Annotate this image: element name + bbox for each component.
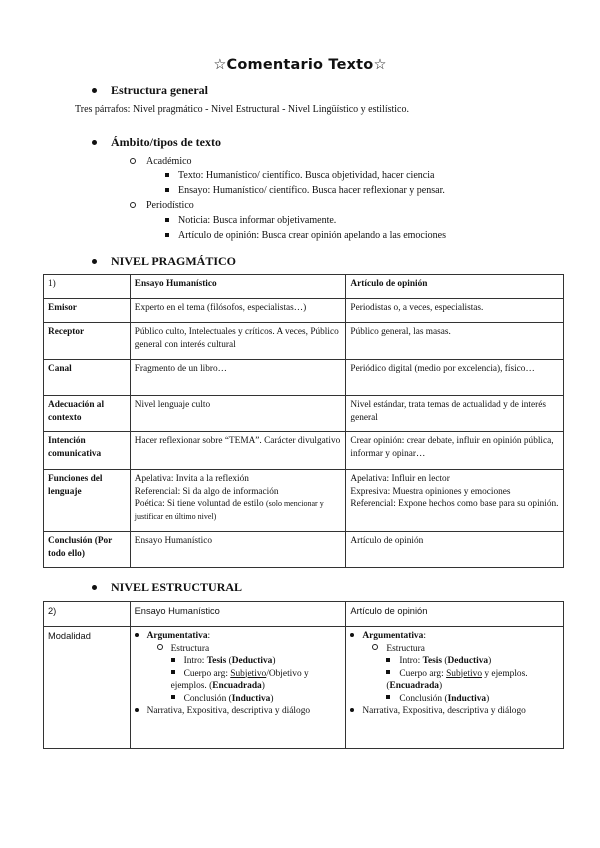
- square-bullet-icon: [165, 233, 169, 237]
- bullet-icon: [92, 259, 97, 264]
- list-item: Intro: Tesis (Deductiva): [350, 655, 559, 668]
- table-cell: Emisor: [44, 299, 131, 323]
- table-row: [44, 275, 564, 299]
- table-cell: Hacer reflexionar sobre “TEMA”. Carácter divulgativo: [130, 432, 346, 470]
- circle-bullet-icon: [372, 644, 378, 650]
- line: Apelativa: Influir en lector: [350, 474, 450, 484]
- heading-estructura: Estructura general: [92, 83, 208, 98]
- table-row: [44, 396, 564, 432]
- heading-ambito: Ámbito/tipos de texto: [92, 135, 221, 150]
- table-cell: 1): [44, 275, 131, 299]
- table-cell: Periodistas o, a veces, especialistas.: [346, 299, 564, 323]
- list-item: Ensayo: Humanístico/ científico. Busca hacer reflexionar y pensar.: [165, 185, 445, 196]
- table-cell: Canal: [44, 360, 131, 396]
- table-cell: Intención comunicativa: [44, 432, 131, 470]
- list-item: Narrativa, Expositiva, descriptiva y diálogo: [350, 705, 559, 718]
- page-title: ☆Comentario Texto☆: [213, 57, 387, 73]
- square-bullet-icon: [386, 658, 390, 662]
- square-bullet-icon: [171, 670, 175, 674]
- circle-bullet-icon: [130, 158, 136, 164]
- table-cell: Artículo de opinión: [346, 602, 564, 627]
- list-item: Conclusión (Inductiva): [350, 693, 559, 706]
- bullet-icon: [350, 633, 354, 637]
- table-cell: [130, 627, 346, 749]
- table-cell: Público general, las masas.: [346, 323, 564, 360]
- square-bullet-icon: [386, 670, 390, 674]
- square-bullet-icon: [171, 658, 175, 662]
- table-cell: Ensayo Humanístico: [130, 532, 346, 568]
- table-cell: Periódico digital (medio por excelencia), físico…: [346, 360, 564, 396]
- table-cell: Ensayo Humanístico: [130, 602, 346, 627]
- table-row: [44, 323, 564, 360]
- heading-pragmatico: NIVEL PRAGMÁTICO: [92, 254, 236, 269]
- list-item-academico: Académico: [130, 156, 192, 167]
- bullet-icon: [350, 708, 354, 712]
- list-item: Estructura: [135, 643, 342, 656]
- table-cell: Público culto, Intelectuales y críticos. A veces, Público general con interés cultural: [130, 323, 346, 360]
- bullet-icon: [92, 585, 97, 590]
- table-row: [44, 299, 564, 323]
- table-row: [44, 360, 564, 396]
- table-row: [44, 432, 564, 470]
- list-item: Cuerpo arg: Subjetivo/Objetivo y ejemplos. (Encuadrada): [170, 668, 309, 691]
- table-cell: Funciones del lenguaje: [44, 470, 131, 532]
- pragmatico-table: [43, 274, 564, 568]
- table-cell: Artículo de opinión: [346, 532, 564, 568]
- list-item-periodistico: Periodístico: [130, 200, 194, 211]
- list-item: Intro: Tesis (Deductiva): [135, 655, 342, 668]
- table-cell: Fragmento de un libro…: [130, 360, 346, 396]
- bullet-icon: [92, 140, 97, 145]
- table-row: [44, 602, 564, 627]
- table-cell: 2): [44, 602, 131, 627]
- list-item: Estructura: [350, 643, 559, 656]
- heading-estructural: NIVEL ESTRUCTURAL: [92, 580, 242, 595]
- square-bullet-icon: [165, 188, 169, 192]
- table-cell: Receptor: [44, 323, 131, 360]
- table-cell: [346, 627, 564, 749]
- line: Apelativa: Invita a la reflexión: [134, 474, 249, 484]
- circle-bullet-icon: [130, 202, 136, 208]
- square-bullet-icon: [171, 695, 175, 699]
- estructura-text: Tres párrafos: Nivel pragmático - Nivel Estructural - Nivel Lingüístico y estilístico.: [75, 104, 409, 115]
- bullet-icon: [135, 708, 139, 712]
- table-cell: Modalidad: [44, 627, 131, 749]
- table-cell: [130, 470, 346, 532]
- table-cell: Nivel estándar, trata temas de actualidad y de interés general: [346, 396, 564, 432]
- table-cell: Ensayo Humanístico: [130, 275, 346, 299]
- bullet-icon: [135, 633, 139, 637]
- table-cell: Nivel lenguaje culto: [130, 396, 346, 432]
- list-item: Conclusión (Inductiva): [135, 693, 342, 706]
- circle-bullet-icon: [157, 644, 163, 650]
- list-item: Artículo de opinión: Busca crear opinión apelando a las emociones: [165, 230, 446, 241]
- square-bullet-icon: [386, 695, 390, 699]
- square-bullet-icon: [165, 173, 169, 177]
- table-row: [44, 470, 564, 532]
- table-row: [44, 532, 564, 568]
- line: Poética: Si tiene voluntad de estilo (solo mencionar y justificar en último nivel): [134, 499, 324, 521]
- line: Referencial: Expone hechos como base para su opinión.: [350, 499, 559, 509]
- table-cell: Adecuación al contexto: [44, 396, 131, 432]
- list-item: Noticia: Busca informar objetivamente.: [165, 215, 336, 226]
- list-item: Argumentativa:: [350, 630, 559, 643]
- table-cell: Experto en el tema (filósofos, especialistas…): [130, 299, 346, 323]
- list-item: Cuerpo arg: Subjetivo y ejemplos. (Encuadrada): [386, 668, 528, 691]
- estructural-table: [43, 601, 564, 749]
- list-item: Texto: Humanístico/ científico. Busca objetividad, hacer ciencia: [165, 170, 434, 181]
- table-cell: Crear opinión: crear debate, influir en opinión pública, informar y opinar…: [346, 432, 564, 470]
- table-cell: Artículo de opinión: [346, 275, 564, 299]
- list-item: Narrativa, Expositiva, descriptiva y diálogo: [135, 705, 342, 718]
- table-cell: Conclusión (Por todo ello): [44, 532, 131, 568]
- bullet-icon: [92, 88, 97, 93]
- table-cell: [346, 470, 564, 532]
- table-row: [44, 627, 564, 749]
- square-bullet-icon: [165, 218, 169, 222]
- line: Referencial: Si da algo de información: [134, 486, 279, 497]
- list-item: Argumentativa:: [135, 630, 342, 643]
- line: Expresiva: Muestra opiniones y emociones: [350, 486, 511, 497]
